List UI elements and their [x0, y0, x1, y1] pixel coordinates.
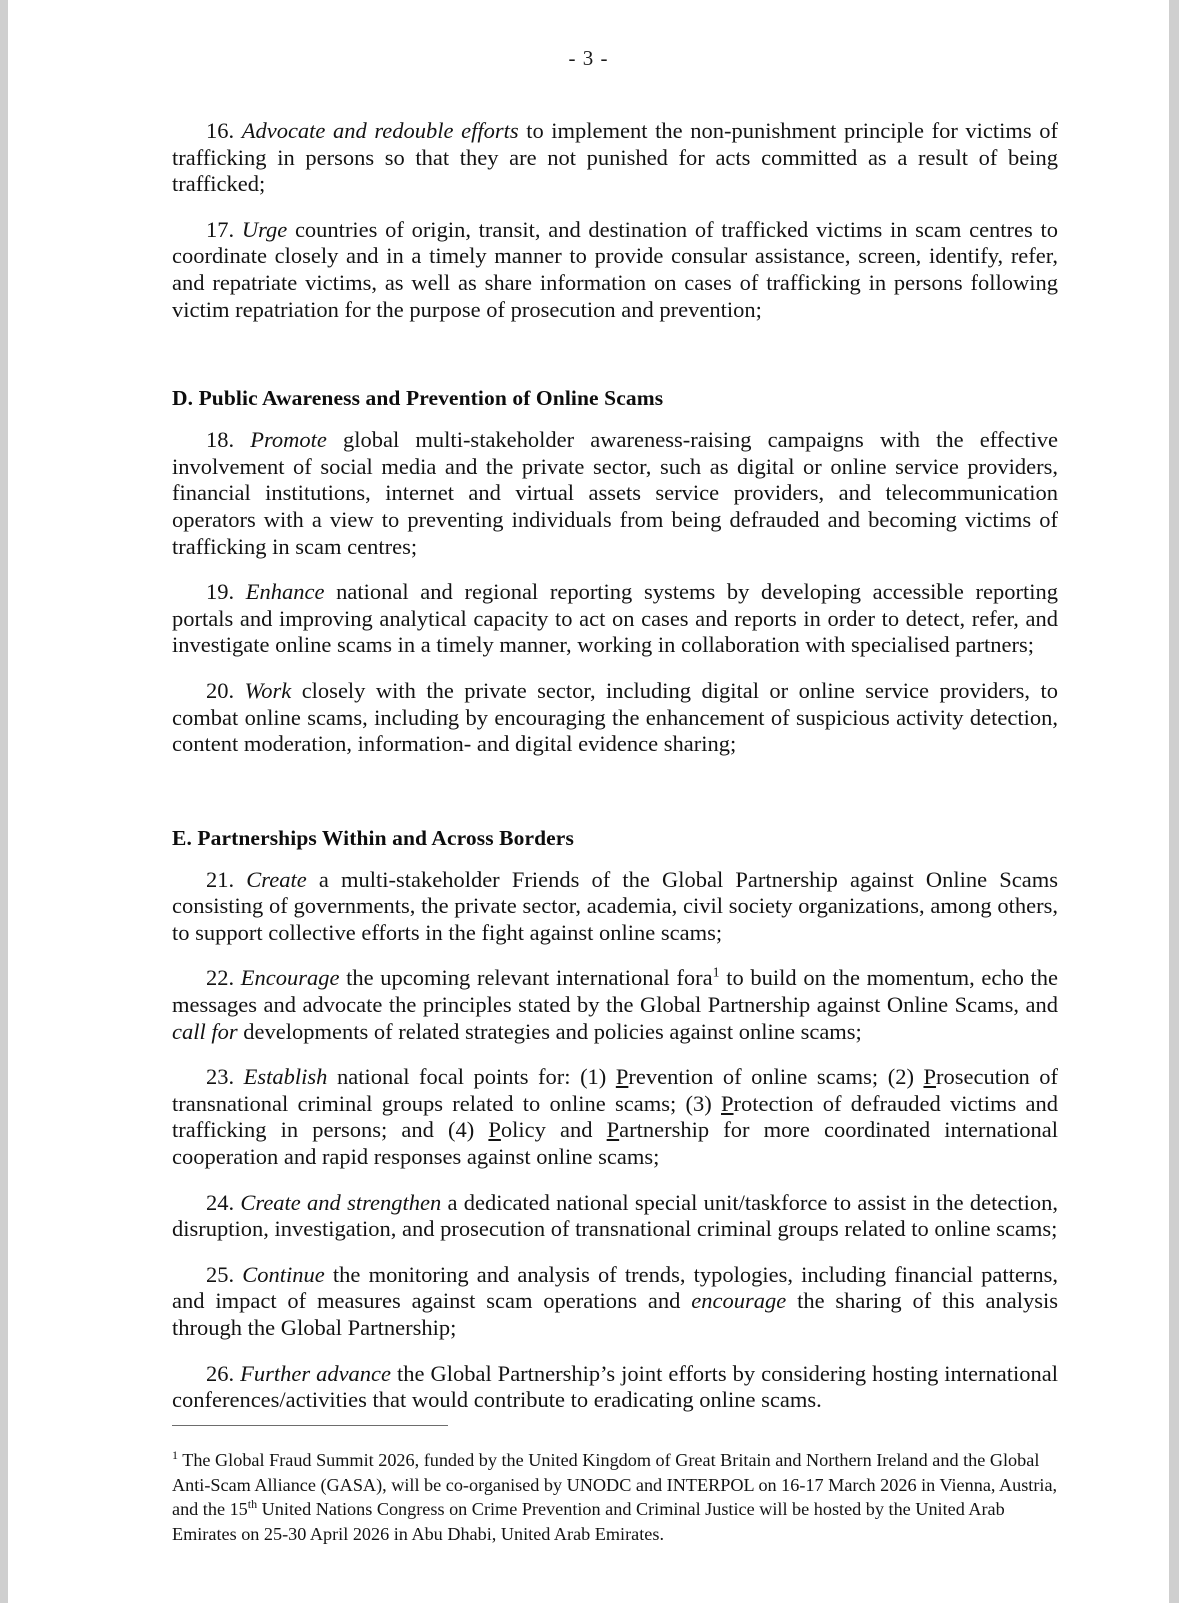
footnote-1: [172, 1448, 1058, 1546]
paragraph-23-text-c: rosecution of transnational criminal groups related to online scams; (3): [172, 1064, 1058, 1116]
page-number: - 3 -: [568, 46, 609, 70]
section-spacer-e: [172, 777, 1058, 825]
paragraph-23-text-d: rotection of defrauded victims and trafficking in persons; and (4): [172, 1090, 1058, 1143]
paragraph-18: [172, 427, 1058, 560]
footnote-1-text-a: The Global Fraud Summit 2026, funded by the United Kingdom of Great Britain and Northern Ireland and the Global Anti-Scam Alliance (GASA), will be co-organised by UNODC and INTERPOL on 16-17 March 2026 in Vienna, Austria, and the 15: [172, 1450, 1058, 1519]
paragraph-26-lead: Further advance: [240, 1360, 392, 1386]
paragraph-19-number: 19.: [206, 579, 235, 605]
paragraph-23-number: 23.: [206, 1064, 235, 1090]
footnote-1-text-b: United Nations Congress on Crime Prevention and Criminal Justice will be hosted by the United Arab Emirates on 25-30 April 2026 in Abu Dhabi, United Arab Emirates.: [172, 1499, 1005, 1544]
paragraph-26: [172, 1361, 1058, 1414]
paragraph-23-underline-prosecution: P: [923, 1064, 936, 1090]
paragraph-20-number: 20.: [206, 677, 235, 703]
paragraph-24-number: 24.: [206, 1189, 235, 1215]
paragraph-19-text: national and regional reporting systems by developing accessible reporting portals and improving analytical capacity to act on cases and reports in order to detect, refer, and investigate online scams in a timely manner, working in collaboration with specialised partners;: [172, 579, 1059, 658]
paragraph-25-italic-mid: encourage: [691, 1288, 787, 1314]
paragraph-20-text: closely with the private sector, including digital or online service providers, to combat online scams, including by encouraging the enhancement of suspicious activity detection, content moderation, information- and digital evidence sharing;: [172, 677, 1059, 757]
paragraph-22-lead: Encourage: [240, 965, 340, 991]
paragraph-26-number: 26.: [206, 1360, 235, 1386]
paragraph-21-number: 21.: [206, 866, 235, 892]
heading-section-e: E. Partnerships Within and Across Borders: [172, 825, 574, 850]
paragraph-24: [172, 1190, 1058, 1243]
paragraph-17: [172, 217, 1058, 323]
paragraph-18-text: global multi-stakeholder awareness-raising campaigns with the effective involvement of social media and the private sector, such as digital or online service providers, financial institutions, internet and virtual assets service providers, and telecommunication operators with a view to preventing individuals from being defrauded and becoming victims of trafficking in scam centres;: [172, 427, 1058, 559]
paragraph-20-lead: Work: [244, 677, 292, 703]
paragraph-26-text: the Global Partnership’s joint efforts by considering hosting international conferences/activities that would contribute to eradicating online scams.: [172, 1360, 1059, 1413]
paragraph-16-lead: Advocate and redouble efforts: [241, 118, 519, 143]
paragraph-22-text-before: the upcoming relevant international fora: [339, 965, 713, 991]
paragraph-16-number: 16.: [206, 118, 235, 143]
paragraph-23-lead: Establish: [243, 1064, 328, 1090]
paragraph-22-text-after: to build on the momentum, echo the messages and advocate the principles stated by the Global Partnership against Online Scams, and: [172, 965, 1058, 1018]
paragraph-23-text-a: national focal points for: (1): [327, 1064, 616, 1090]
paragraph-24-text: a dedicated national special unit/taskforce to assist in the detection, disruption, investigation, and prosecution of transnational criminal groups related to online scams;: [172, 1189, 1058, 1242]
paragraph-22-text-tail: developments of related strategies and policies against online scams;: [237, 1018, 862, 1044]
paragraph-18-lead: Promote: [250, 427, 327, 453]
footnote-marker-1: 1: [172, 1447, 178, 1462]
paragraph-25-text-before: the monitoring and analysis of trends, typologies, including financial patterns, and impact of measures against scam operations and: [172, 1261, 1059, 1314]
paragraph-23-underline-partnership: P: [606, 1117, 620, 1143]
paragraph-23-text-b: revention of online scams; (2): [628, 1064, 924, 1090]
paragraph-19-lead: Enhance: [245, 579, 325, 605]
paragraph-18-number: 18.: [206, 427, 235, 453]
paragraph-25-lead: Continue: [242, 1261, 325, 1287]
footnote-area: [172, 1425, 1058, 1546]
paragraph-23-text-f: artnership for more coordinated international cooperation and rapid responses against online scams;: [172, 1117, 1058, 1170]
paragraph-22: [172, 965, 1058, 1045]
paragraph-17-number: 17.: [206, 216, 235, 242]
paragraph-23-text-e: olicy and: [500, 1117, 607, 1143]
paragraph-23: [172, 1064, 1058, 1170]
page-shadow-left: [0, 0, 8, 1603]
section-spacer-d: [172, 342, 1058, 385]
paragraph-17-text: countries of origin, transit, and destination of trafficked victims in scam centres to coordinate closely and in a timely manner to provide consular assistance, screen, identify, refer, and repatriate victims, as well as share information on cases of trafficking in persons following victim repatriation for the purpose of prosecution and prevention;: [172, 216, 1059, 322]
paragraph-23-underline-protection: P: [721, 1090, 734, 1116]
paragraph-25-number: 25.: [206, 1261, 235, 1287]
paragraph-23-underline-prevention: P: [615, 1064, 629, 1090]
paragraph-21-text: a multi-stakeholder Friends of the Global Partnership against Online Scams consisting of governments, the private sector, academia, civil society organizations, among others, to support collective efforts in the fight against online scams;: [172, 866, 1059, 945]
footnote-separator-rule: [172, 1425, 448, 1426]
paragraph-25: [172, 1262, 1058, 1342]
paragraph-25-text-after: the sharing of this analysis through the Global Partnership;: [172, 1288, 1058, 1340]
document-page: [8, 0, 1169, 1603]
paragraph-23-underline-policy: P: [488, 1117, 501, 1143]
footnote-reference-1[interactable]: 1: [712, 965, 720, 981]
paragraph-24-lead: Create and strengthen: [240, 1189, 442, 1215]
document-body: [172, 118, 1058, 1414]
paragraph-16-text: to implement the non-punishment principle for victims of trafficking in persons so that they are not punished for acts committed as a result of being trafficked;: [172, 118, 1059, 197]
paragraph-20: [172, 678, 1058, 758]
paragraph-22-italic-mid: call for: [172, 1018, 238, 1044]
page-shadow-right: [1169, 0, 1179, 1603]
paragraph-21-lead: Create: [246, 866, 307, 892]
footnote-ordinal-suffix: th: [247, 1496, 258, 1511]
paragraph-22-number: 22.: [206, 965, 235, 991]
paragraph-17-lead: Urge: [241, 216, 288, 242]
paragraph-19: [172, 579, 1058, 659]
paragraph-21: [172, 867, 1058, 947]
paragraph-16: [172, 118, 1058, 198]
heading-section-d: D. Public Awareness and Prevention of Online Scams: [172, 386, 664, 411]
